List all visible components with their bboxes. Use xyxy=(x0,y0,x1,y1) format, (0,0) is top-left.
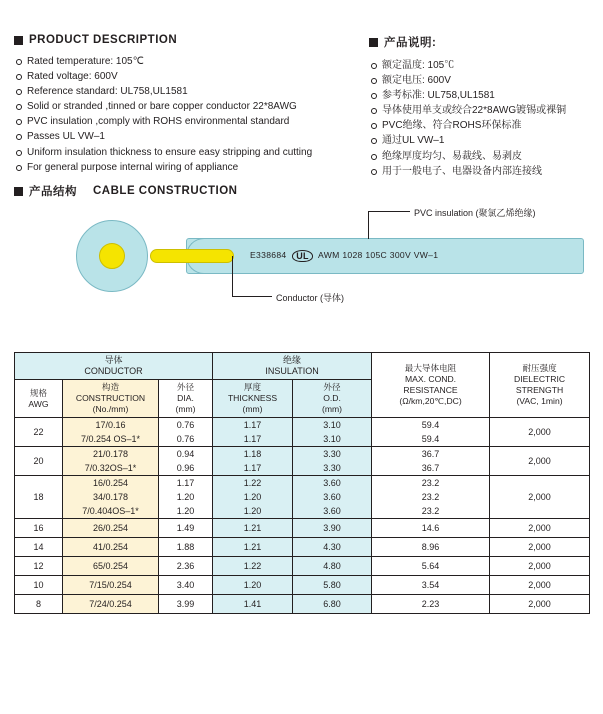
cell-resistance xyxy=(372,447,490,476)
description-column-chinese xyxy=(369,34,589,180)
cell-value: 34/0.178 xyxy=(92,492,129,502)
cell-value: 5.80 xyxy=(323,580,341,590)
cell-value: 59.4 xyxy=(421,420,440,430)
circle-bullet-icon xyxy=(371,78,377,84)
list-item-label: 额定电压: 600V xyxy=(382,75,451,87)
cell-value: 3.30 xyxy=(323,449,341,459)
cell-value: 3.30 xyxy=(323,463,341,473)
cell-insulation-od xyxy=(293,595,372,614)
list-item-label: 用于一般电子、电器设备内部连接线 xyxy=(382,165,542,177)
list-item-label: Rated voltage: 600V xyxy=(27,71,118,83)
cell-value: 1.41 xyxy=(243,599,262,609)
strength-units: (VAC, 1min) xyxy=(516,396,563,406)
description-list-en xyxy=(16,55,369,174)
construction-label-cn: 构造 xyxy=(101,382,120,392)
cell-value: 3.60 xyxy=(323,478,341,488)
square-bullet-icon xyxy=(369,38,378,47)
cell-value: 36.7 xyxy=(421,449,440,459)
cell-value: 1.21 xyxy=(243,542,262,552)
cell-value: 3.10 xyxy=(323,434,341,444)
cell-dielectric-strength: 2,000 xyxy=(490,595,590,614)
cell-construction xyxy=(63,519,159,538)
od-label-en: O.D. xyxy=(323,393,341,403)
cell-value: 0.94 xyxy=(176,449,195,459)
cell-value: 0.76 xyxy=(176,420,195,430)
cell-value: 23.2 xyxy=(421,506,440,516)
cell-value: 1.22 xyxy=(243,478,262,488)
cable-diagram xyxy=(0,205,603,325)
circle-bullet-icon xyxy=(371,93,377,99)
cell-value: 1.20 xyxy=(243,492,262,502)
resistance-label-en1: MAX. COND. xyxy=(404,374,457,384)
table-row xyxy=(15,418,590,447)
cell-value: 21/0.178 xyxy=(92,449,129,459)
cell-value: 7/15/0.254 xyxy=(89,580,132,590)
group-header-conductor-cn: 导体 xyxy=(104,355,123,365)
product-description-section xyxy=(14,34,589,180)
cable-conductor-strip xyxy=(150,249,234,263)
list-item-label: Rated temperature: 105℃ xyxy=(27,56,144,67)
leader-line-conductor-vertical xyxy=(232,256,233,296)
column-header-thickness xyxy=(213,380,293,418)
thickness-label-en: THICKNESS xyxy=(227,393,278,403)
square-bullet-icon xyxy=(14,36,23,45)
circle-bullet-icon xyxy=(16,134,22,140)
table-row xyxy=(15,519,590,538)
cell-value: 3.99 xyxy=(176,599,195,609)
description-column-english xyxy=(14,34,369,180)
cell-dielectric-strength: 2,000 xyxy=(490,576,590,595)
insulation-label: PVC insulation (聚氯乙烯绝缘) xyxy=(414,208,536,218)
cell-insulation-thickness xyxy=(213,557,293,576)
list-item xyxy=(371,165,589,179)
cell-conductor-dia xyxy=(159,447,213,476)
cell-insulation-thickness xyxy=(213,576,293,595)
cable-print-file-number: E338684 xyxy=(250,250,287,260)
list-item xyxy=(371,150,589,164)
group-header-conductor-en: CONDUCTOR xyxy=(84,366,143,376)
cell-value: 23.2 xyxy=(421,492,440,502)
cell-conductor-dia xyxy=(159,557,213,576)
od-label-cn: 外径 xyxy=(323,382,341,392)
cable-construction-title-en: CABLE CONSTRUCTION xyxy=(93,185,238,197)
cell-value: 1.17 xyxy=(243,420,262,430)
cell-value: 3.60 xyxy=(323,492,341,502)
circle-bullet-icon xyxy=(16,104,22,110)
cell-insulation-thickness xyxy=(213,476,293,519)
cell-value: 17/0.16 xyxy=(95,420,126,430)
cell-value: 4.80 xyxy=(323,561,341,571)
cell-insulation-thickness xyxy=(213,538,293,557)
cell-construction xyxy=(63,447,159,476)
leader-line-insulation-vertical xyxy=(368,211,369,239)
list-item-label: 额定温度: 105℃ xyxy=(382,60,455,71)
cell-value: 36.7 xyxy=(421,463,440,473)
thickness-label-cn: 厚度 xyxy=(243,382,262,392)
cell-awg: 12 xyxy=(15,557,63,576)
cell-construction xyxy=(63,595,159,614)
cell-value: 14.6 xyxy=(421,523,440,533)
cell-awg: 8 xyxy=(15,595,63,614)
list-item xyxy=(371,104,589,118)
cell-dielectric-strength: 2,000 xyxy=(490,476,590,519)
cell-construction xyxy=(63,557,159,576)
cell-resistance xyxy=(372,418,490,447)
awg-label-en: AWG xyxy=(28,398,49,409)
awg-label-cn: 规格 xyxy=(29,387,48,398)
cross-section-conductor xyxy=(99,243,125,269)
cell-insulation-od xyxy=(293,418,372,447)
cell-conductor-dia xyxy=(159,418,213,447)
column-header-construction xyxy=(63,380,159,418)
cell-awg: 10 xyxy=(15,576,63,595)
table-row xyxy=(15,538,590,557)
cell-value: 65/0.254 xyxy=(92,561,129,571)
cell-value: 3.40 xyxy=(176,580,195,590)
square-bullet-icon xyxy=(14,187,23,196)
list-item-label: 参考标准: UL758,UL1581 xyxy=(382,90,495,102)
cell-value: 1.20 xyxy=(176,492,195,502)
specification-table-wrapper xyxy=(14,352,589,614)
circle-bullet-icon xyxy=(16,74,22,80)
cell-value: 1.20 xyxy=(176,506,195,516)
list-item xyxy=(16,130,369,144)
list-item-label: 通过UL VW–1 xyxy=(382,135,445,147)
cell-value: 4.30 xyxy=(323,542,341,552)
cell-conductor-dia xyxy=(159,476,213,519)
cell-insulation-thickness xyxy=(213,418,293,447)
conductor-label: Conductor (导体) xyxy=(276,293,345,303)
cable-construction-title-cn: 产品结构 xyxy=(29,186,77,198)
cell-construction xyxy=(63,538,159,557)
cell-value: 59.4 xyxy=(421,434,440,444)
cell-value: 1.17 xyxy=(243,434,262,444)
cell-value: 3.90 xyxy=(323,523,341,533)
list-item-label: Uniform insulation thickness to ensure easy stripping and cutting xyxy=(27,146,313,158)
cell-conductor-dia xyxy=(159,576,213,595)
cell-insulation-od xyxy=(293,557,372,576)
table-row xyxy=(15,476,590,519)
cell-value: 3.54 xyxy=(421,580,440,590)
table-row xyxy=(15,447,590,476)
leader-line-conductor-horizontal xyxy=(232,296,272,297)
group-header-insulation-en: INSULATION xyxy=(265,366,319,376)
cell-value: 1.17 xyxy=(243,463,262,473)
list-item-label: For general purpose internal wiring of appliance xyxy=(27,161,239,173)
cell-value: 26/0.254 xyxy=(92,523,129,533)
cell-awg: 22 xyxy=(15,418,63,447)
column-header-od xyxy=(293,380,372,418)
resistance-label-en2: RESISTANCE xyxy=(403,385,458,395)
cell-dielectric-strength: 2,000 xyxy=(490,418,590,447)
od-units: (mm) xyxy=(322,404,343,414)
list-item-label: PVC insulation ,comply with ROHS environmental standard xyxy=(27,116,290,128)
cell-resistance xyxy=(372,538,490,557)
circle-bullet-icon xyxy=(16,150,22,156)
construction-label-en: CONSTRUCTION xyxy=(75,393,146,403)
circle-bullet-icon xyxy=(371,108,377,114)
cell-value: 23.2 xyxy=(421,478,440,488)
dia-label-cn: 外径 xyxy=(176,382,195,392)
cell-insulation-od xyxy=(293,519,372,538)
cell-value: 5.64 xyxy=(421,561,440,571)
list-item xyxy=(16,100,369,114)
list-item-label: PVC绝缘、符合ROHS环保标准 xyxy=(382,120,522,132)
circle-bullet-icon xyxy=(371,154,377,160)
column-header-resistance xyxy=(372,353,490,418)
cell-value: 1.18 xyxy=(243,449,262,459)
product-description-heading-en xyxy=(14,34,369,46)
cell-value: 1.88 xyxy=(176,542,195,552)
specification-table-body xyxy=(15,418,590,614)
construction-units: (No./mm) xyxy=(92,404,129,414)
cable-construction-heading xyxy=(14,183,237,199)
list-item-label: 绝缘厚度均匀、易裁线、易剥皮 xyxy=(382,150,522,162)
resistance-label-cn: 最大导体电阻 xyxy=(404,363,457,373)
ul-logo-icon: UL xyxy=(292,250,313,262)
list-item xyxy=(371,89,589,103)
table-group-header-row xyxy=(15,353,590,380)
cell-construction xyxy=(63,476,159,519)
column-header-conductor-dia xyxy=(159,380,213,418)
cell-dielectric-strength: 2,000 xyxy=(490,538,590,557)
circle-bullet-icon xyxy=(371,123,377,129)
circle-bullet-icon xyxy=(16,165,22,171)
cell-conductor-dia xyxy=(159,519,213,538)
cell-value: 3.10 xyxy=(323,420,341,430)
cell-resistance xyxy=(372,519,490,538)
cell-awg: 18 xyxy=(15,476,63,519)
cell-value: 3.60 xyxy=(323,506,341,516)
cell-insulation-od xyxy=(293,476,372,519)
cell-value: 0.96 xyxy=(176,463,195,473)
list-item xyxy=(16,55,369,69)
list-item xyxy=(371,59,589,73)
cell-resistance xyxy=(372,476,490,519)
list-item xyxy=(16,146,369,160)
cable-surface-print xyxy=(250,249,438,261)
list-item xyxy=(16,115,369,129)
cell-insulation-od xyxy=(293,538,372,557)
cell-value: 7/0.404OS–1* xyxy=(82,506,139,516)
circle-bullet-icon xyxy=(16,89,22,95)
cell-conductor-dia xyxy=(159,538,213,557)
cell-value: 7/0.254 OS–1* xyxy=(80,434,141,444)
cell-value: 8.96 xyxy=(421,542,440,552)
dia-label-en: DIA. xyxy=(177,393,194,403)
cell-awg: 14 xyxy=(15,538,63,557)
strength-label-en1: DIELECTRIC xyxy=(513,374,566,384)
cell-value: 1.49 xyxy=(176,523,195,533)
cell-resistance xyxy=(372,595,490,614)
cell-resistance xyxy=(372,557,490,576)
list-item xyxy=(371,134,589,148)
cell-dielectric-strength: 2,000 xyxy=(490,519,590,538)
table-row xyxy=(15,557,590,576)
resistance-units: (Ω/km,20℃,DC) xyxy=(399,396,462,406)
list-item xyxy=(371,119,589,133)
cell-insulation-thickness xyxy=(213,595,293,614)
cell-value: 0.76 xyxy=(176,434,195,444)
table-row xyxy=(15,576,590,595)
cell-awg: 16 xyxy=(15,519,63,538)
cell-insulation-thickness xyxy=(213,447,293,476)
column-header-awg xyxy=(15,380,63,418)
column-header-strength xyxy=(490,353,590,418)
cell-dielectric-strength: 2,000 xyxy=(490,447,590,476)
cell-value: 1.21 xyxy=(243,523,262,533)
list-item-label: Solid or stranded ,tinned or bare copper conductor 22*8AWG xyxy=(27,101,297,113)
cell-awg: 20 xyxy=(15,447,63,476)
list-item-label: 导体使用单支或绞合22*8AWG镀锡或裸铜 xyxy=(382,105,567,117)
product-description-heading-cn xyxy=(369,34,589,50)
strength-label-en2: STRENGTH xyxy=(515,385,564,395)
table-row xyxy=(15,595,590,614)
thickness-units: (mm) xyxy=(242,404,263,414)
cell-value: 1.22 xyxy=(243,561,262,571)
cell-value: 7/0.32OS–1* xyxy=(84,463,137,473)
list-item-label: Passes UL VW–1 xyxy=(27,131,105,143)
circle-bullet-icon xyxy=(371,138,377,144)
cell-dielectric-strength: 2,000 xyxy=(490,557,590,576)
circle-bullet-icon xyxy=(371,169,377,175)
leader-line-insulation-horizontal xyxy=(368,211,410,212)
circle-bullet-icon xyxy=(16,59,22,65)
list-item xyxy=(16,85,369,99)
description-list-cn xyxy=(371,59,589,178)
list-item xyxy=(16,161,369,175)
cell-conductor-dia xyxy=(159,595,213,614)
product-description-title-cn: 产品说明: xyxy=(384,37,437,49)
cell-value: 6.80 xyxy=(323,599,341,609)
cable-print-rating: AWM 1028 105C 300V VW–1 xyxy=(318,250,439,260)
cell-value: 1.20 xyxy=(243,580,262,590)
list-item xyxy=(371,74,589,88)
cell-construction xyxy=(63,418,159,447)
cell-resistance xyxy=(372,576,490,595)
cell-insulation-od xyxy=(293,447,372,476)
list-item-label: Reference standard: UL758,UL1581 xyxy=(27,86,188,98)
list-item xyxy=(16,70,369,84)
dia-units: (mm) xyxy=(175,404,196,414)
specification-table xyxy=(14,352,590,614)
group-header-insulation-cn: 绝缘 xyxy=(283,355,302,365)
cell-value: 41/0.254 xyxy=(92,542,129,552)
cell-value: 2.36 xyxy=(176,561,195,571)
cell-value: 16/0.254 xyxy=(92,478,129,488)
cell-value: 7/24/0.254 xyxy=(89,599,132,609)
cell-value: 2.23 xyxy=(421,599,440,609)
group-header-insulation xyxy=(213,353,372,380)
group-header-conductor xyxy=(15,353,213,380)
circle-bullet-icon xyxy=(16,119,22,125)
cell-value: 1.17 xyxy=(176,478,195,488)
product-description-title-en: PRODUCT DESCRIPTION xyxy=(29,34,178,46)
cell-insulation-od xyxy=(293,576,372,595)
circle-bullet-icon xyxy=(371,63,377,69)
strength-label-cn: 耐压强度 xyxy=(522,363,557,373)
cell-insulation-thickness xyxy=(213,519,293,538)
cell-construction xyxy=(63,576,159,595)
cell-value: 1.20 xyxy=(243,506,262,516)
cross-section-insulation xyxy=(76,220,148,292)
